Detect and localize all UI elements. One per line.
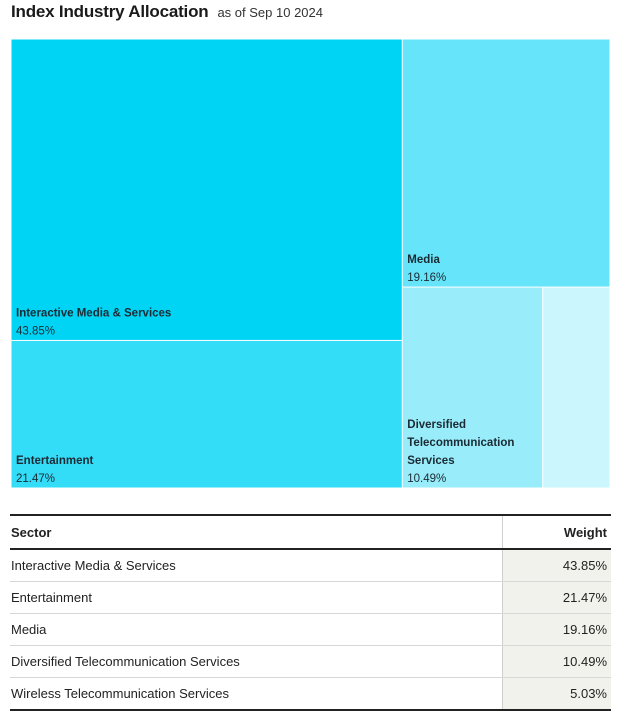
as-of-date: as of Sep 10 2024 bbox=[217, 5, 323, 20]
weight-cell: 43.85% bbox=[502, 550, 611, 581]
weight-column-header: Weight bbox=[502, 516, 611, 548]
tile-name-label: Media bbox=[407, 254, 440, 267]
table-row bbox=[10, 678, 611, 711]
tile-value-label: 21.47% bbox=[16, 473, 56, 485]
table-header-row bbox=[10, 516, 611, 550]
tile-name-label: Diversified bbox=[407, 419, 467, 431]
sector-cell: Wireless Telecommunication Services bbox=[11, 686, 229, 701]
weight-cell: 10.49% bbox=[502, 646, 611, 677]
table-row bbox=[10, 550, 611, 582]
tile-value-label: 43.85% bbox=[16, 325, 56, 338]
tile-value-label: 19.16% bbox=[407, 272, 447, 285]
tile-name-label: Services bbox=[407, 455, 455, 467]
tile-value-label: 10.49% bbox=[407, 473, 447, 485]
treemap-tile[interactable] bbox=[403, 40, 610, 287]
table-row bbox=[10, 646, 611, 678]
treemap-tile[interactable] bbox=[12, 40, 402, 340]
table-row bbox=[10, 582, 611, 614]
sector-column-header: Sector bbox=[11, 524, 52, 540]
tile-name-label: Interactive Media & Services bbox=[16, 307, 172, 320]
treemap-tile[interactable] bbox=[543, 288, 609, 488]
weight-cell: 5.03% bbox=[502, 678, 611, 709]
table-row bbox=[10, 614, 611, 646]
chart-title: Index Industry Allocation bbox=[11, 2, 209, 21]
weight-cell: 19.16% bbox=[502, 614, 611, 645]
sector-cell: Interactive Media & Services bbox=[11, 558, 176, 573]
tile-name-label: Entertainment bbox=[16, 455, 94, 467]
weight-cell: 21.47% bbox=[502, 582, 611, 613]
tile-name-label: Telecommunication bbox=[407, 437, 515, 449]
sector-cell: Diversified Telecommunication Services bbox=[11, 654, 240, 669]
sector-cell: Entertainment bbox=[11, 590, 92, 605]
allocation-table bbox=[10, 514, 611, 711]
sector-cell: Media bbox=[11, 622, 47, 637]
